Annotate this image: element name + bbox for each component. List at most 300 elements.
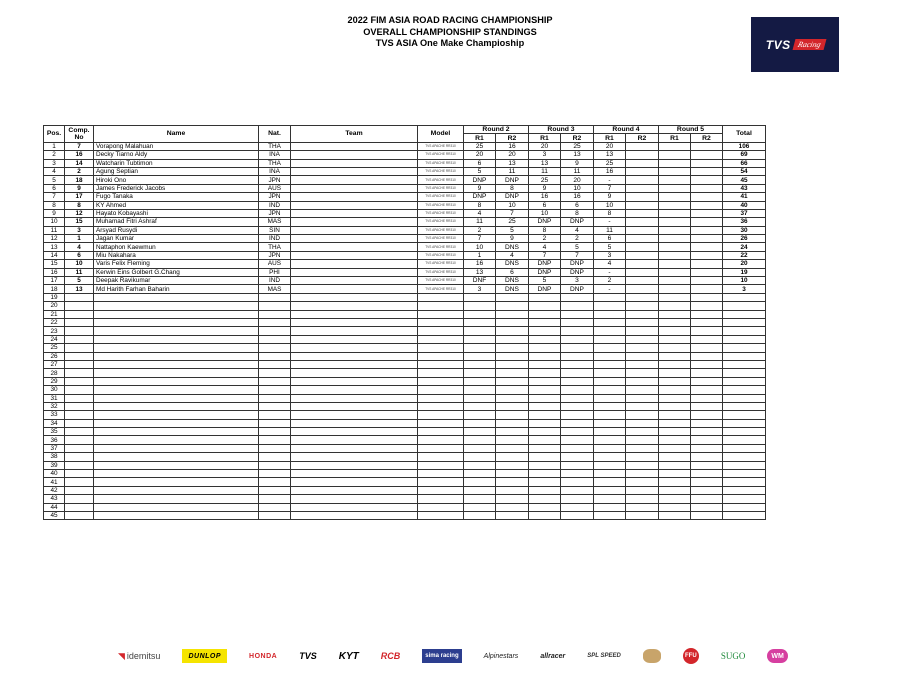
cell-name: Deepak Ravikumar [94, 277, 259, 285]
cell-round4-r1: 8 [594, 209, 626, 217]
cell-round2-r2 [496, 369, 529, 377]
cell-team [291, 486, 418, 494]
cell-round2-r1 [464, 495, 496, 503]
cell-round4-r1 [594, 293, 626, 301]
cell-round5-r1 [659, 461, 691, 469]
cell-round5-r1 [659, 226, 691, 234]
cell-name [94, 461, 259, 469]
header-round-4: Round 4 [594, 126, 659, 134]
cell-total [723, 302, 766, 310]
cell-round2-r1: 3 [464, 285, 496, 293]
cell-round2-r2: 4 [496, 251, 529, 259]
sponsor-label: DUNLOP [188, 652, 222, 660]
cell-round2-r1: 20 [464, 151, 496, 159]
sponsor-label: SUGO [720, 651, 746, 661]
table-row-empty [44, 495, 766, 503]
cell-comp-no [65, 386, 94, 394]
cell-round2-r2: DNP [496, 193, 529, 201]
cell-round3-r2 [561, 478, 594, 486]
cell-round4-r2 [626, 335, 659, 343]
cell-nat: MAS [259, 285, 291, 293]
cell-round2-r1: 1 [464, 251, 496, 259]
header-r4-r1: R1 [594, 134, 626, 142]
cell-total [723, 402, 766, 410]
cell-nat [259, 470, 291, 478]
cell-nat: INA [259, 151, 291, 159]
table-row-empty [44, 394, 766, 402]
header-r5-r1: R1 [659, 134, 691, 142]
cell-round5-r2 [691, 386, 723, 394]
cell-pos: 15 [44, 260, 65, 268]
cell-round5-r2 [691, 461, 723, 469]
cell-round5-r1 [659, 436, 691, 444]
cell-round5-r2 [691, 243, 723, 251]
cell-round4-r2 [626, 478, 659, 486]
cell-round3-r2 [561, 511, 594, 519]
cell-pos: 4 [44, 167, 65, 175]
cell-round2-r2 [496, 486, 529, 494]
cell-round2-r1: 7 [464, 235, 496, 243]
cell-comp-no: 11 [65, 268, 94, 276]
table-row-empty [44, 369, 766, 377]
cell-round3-r2: 5 [561, 243, 594, 251]
cell-model: TVS APACHE RR310 [418, 243, 464, 251]
cell-round4-r2 [626, 226, 659, 234]
header-r4-r2: R2 [626, 134, 659, 142]
cell-team [291, 159, 418, 167]
cell-nat [259, 377, 291, 385]
cell-team [291, 142, 418, 150]
cell-round2-r2 [496, 377, 529, 385]
cell-pos: 39 [44, 461, 65, 469]
cell-name [94, 344, 259, 352]
table-row-empty [44, 444, 766, 452]
cell-comp-no [65, 411, 94, 419]
cell-pos: 20 [44, 302, 65, 310]
cell-total [723, 461, 766, 469]
table-row-empty [44, 327, 766, 335]
sponsor-label: KYT [338, 650, 359, 662]
cell-round5-r1 [659, 511, 691, 519]
sponsor-logo-dunlop [182, 649, 227, 663]
cell-team [291, 344, 418, 352]
cell-round4-r1: 13 [594, 151, 626, 159]
cell-team [291, 394, 418, 402]
cell-team [291, 478, 418, 486]
cell-total: 54 [723, 167, 766, 175]
cell-round3-r1 [529, 419, 561, 427]
cell-round3-r2 [561, 461, 594, 469]
cell-total [723, 335, 766, 343]
cell-nat: JPN [259, 251, 291, 259]
cell-round3-r1: 5 [529, 277, 561, 285]
cell-team [291, 453, 418, 461]
cell-round5-r1 [659, 218, 691, 226]
cell-model [418, 369, 464, 377]
cell-round5-r1 [659, 419, 691, 427]
table-row [44, 209, 766, 217]
sponsor-logo-rcb [381, 649, 401, 663]
cell-total [723, 495, 766, 503]
cell-team [291, 277, 418, 285]
cell-team [291, 268, 418, 276]
cell-model [418, 419, 464, 427]
cell-round3-r2: 3 [561, 277, 594, 285]
cell-round3-r2 [561, 293, 594, 301]
cell-round5-r1 [659, 201, 691, 209]
cell-total: 19 [723, 268, 766, 276]
table-row-empty [44, 511, 766, 519]
cell-comp-no: 10 [65, 260, 94, 268]
cell-total [723, 503, 766, 511]
cell-name: Fugo Tanaka [94, 193, 259, 201]
cell-round4-r2 [626, 184, 659, 192]
cell-name: Vorapong Malahuan [94, 142, 259, 150]
cell-round3-r2: 25 [561, 142, 594, 150]
cell-model: TVS APACHE RR310 [418, 167, 464, 175]
cell-nat: THA [259, 159, 291, 167]
table-row [44, 226, 766, 234]
cell-round3-r2: DNP [561, 260, 594, 268]
cell-comp-no [65, 486, 94, 494]
cell-name: Jagan Kumar [94, 235, 259, 243]
cell-round3-r2 [561, 377, 594, 385]
cell-total: 3 [723, 285, 766, 293]
cell-round2-r2: 9 [496, 235, 529, 243]
cell-model [418, 503, 464, 511]
cell-model [418, 453, 464, 461]
cell-pos: 3 [44, 159, 65, 167]
cell-round2-r2 [496, 344, 529, 352]
cell-round3-r1: 13 [529, 159, 561, 167]
cell-total [723, 369, 766, 377]
cell-pos: 16 [44, 268, 65, 276]
cell-total [723, 386, 766, 394]
cell-round2-r2 [496, 419, 529, 427]
cell-comp-no [65, 511, 94, 519]
cell-round4-r2 [626, 201, 659, 209]
cell-round4-r1 [594, 478, 626, 486]
cell-total: 36 [723, 218, 766, 226]
cell-name [94, 503, 259, 511]
cell-round4-r1 [594, 310, 626, 318]
header-total: Total [723, 126, 766, 143]
table-body [44, 142, 766, 520]
table-row [44, 243, 766, 251]
table-row-empty [44, 478, 766, 486]
cell-nat: IND [259, 235, 291, 243]
cell-nat: THA [259, 142, 291, 150]
cell-round3-r2: 11 [561, 167, 594, 175]
table-row-empty [44, 360, 766, 368]
cell-comp-no: 6 [65, 251, 94, 259]
cell-round4-r1 [594, 411, 626, 419]
cell-round4-r1: 2 [594, 277, 626, 285]
cell-round4-r1 [594, 495, 626, 503]
cell-round2-r2 [496, 327, 529, 335]
cell-pos: 26 [44, 352, 65, 360]
cell-round5-r1 [659, 360, 691, 368]
cell-round2-r1 [464, 377, 496, 385]
cell-pos: 5 [44, 176, 65, 184]
sponsor-label: HONDA [249, 652, 278, 660]
cell-total: 22 [723, 251, 766, 259]
cell-comp-no [65, 428, 94, 436]
cell-round4-r2 [626, 251, 659, 259]
cell-round3-r1 [529, 302, 561, 310]
table-row [44, 251, 766, 259]
cell-model: TVS APACHE RR310 [418, 226, 464, 234]
cell-round3-r2 [561, 444, 594, 452]
table-row-empty [44, 344, 766, 352]
cell-round4-r2 [626, 470, 659, 478]
cell-comp-no [65, 436, 94, 444]
cell-total: 43 [723, 184, 766, 192]
cell-comp-no: 16 [65, 151, 94, 159]
cell-round3-r1 [529, 470, 561, 478]
cell-round2-r2 [496, 411, 529, 419]
cell-team [291, 285, 418, 293]
cell-round2-r2 [496, 335, 529, 343]
cell-pos: 18 [44, 285, 65, 293]
cell-total [723, 486, 766, 494]
cell-round3-r1 [529, 318, 561, 326]
cell-round4-r1 [594, 486, 626, 494]
cell-round4-r1 [594, 335, 626, 343]
cell-round2-r2 [496, 428, 529, 436]
cell-round3-r2: 6 [561, 201, 594, 209]
cell-team [291, 470, 418, 478]
cell-round5-r2 [691, 444, 723, 452]
cell-team [291, 184, 418, 192]
cell-total [723, 318, 766, 326]
cell-comp-no [65, 444, 94, 452]
cell-round4-r2 [626, 277, 659, 285]
table-row [44, 285, 766, 293]
cell-round3-r2 [561, 419, 594, 427]
cell-name: James Frederick Jacobs [94, 184, 259, 192]
cell-comp-no [65, 461, 94, 469]
cell-name: Arsyad Rusydi [94, 226, 259, 234]
cell-round2-r2: 11 [496, 167, 529, 175]
sponsor-logo-sugo [721, 649, 746, 663]
cell-nat [259, 461, 291, 469]
cell-comp-no: 4 [65, 243, 94, 251]
cell-round2-r1 [464, 461, 496, 469]
cell-team [291, 251, 418, 259]
cell-pos: 6 [44, 184, 65, 192]
cell-round3-r2 [561, 470, 594, 478]
cell-nat [259, 352, 291, 360]
cell-round2-r2 [496, 495, 529, 503]
cell-round5-r2 [691, 411, 723, 419]
cell-model: TVS APACHE RR310 [418, 193, 464, 201]
sponsor-logo-allracer [540, 649, 565, 663]
cell-round4-r2 [626, 511, 659, 519]
table-row-empty [44, 436, 766, 444]
cell-round4-r2 [626, 302, 659, 310]
cell-round2-r2: 20 [496, 151, 529, 159]
cell-name [94, 486, 259, 494]
cell-name [94, 360, 259, 368]
cell-round2-r1 [464, 511, 496, 519]
cell-nat: THA [259, 243, 291, 251]
cell-round5-r1 [659, 159, 691, 167]
sponsor-label: FFU [685, 653, 697, 659]
table-row [44, 142, 766, 150]
cell-name [94, 511, 259, 519]
cell-round5-r2 [691, 470, 723, 478]
cell-round3-r1 [529, 503, 561, 511]
cell-team [291, 327, 418, 335]
cell-round5-r2 [691, 503, 723, 511]
cell-model [418, 461, 464, 469]
cell-round2-r2: DNS [496, 260, 529, 268]
cell-model: TVS APACHE RR310 [418, 235, 464, 243]
cell-model [418, 411, 464, 419]
cell-round2-r2 [496, 461, 529, 469]
cell-round5-r1 [659, 470, 691, 478]
cell-round4-r1: 3 [594, 251, 626, 259]
cell-team [291, 335, 418, 343]
cell-round3-r2 [561, 360, 594, 368]
cell-team [291, 495, 418, 503]
cell-pos: 21 [44, 310, 65, 318]
cell-round5-r1 [659, 318, 691, 326]
cell-comp-no: 3 [65, 226, 94, 234]
table-row-empty [44, 470, 766, 478]
cell-comp-no: 9 [65, 184, 94, 192]
cell-round3-r1: 20 [529, 142, 561, 150]
table-row-empty [44, 486, 766, 494]
cell-round2-r2 [496, 470, 529, 478]
cell-round5-r2 [691, 394, 723, 402]
sponsor-logo-kyt [339, 649, 359, 663]
cell-model: TVS APACHE RR310 [418, 151, 464, 159]
cell-pos: 14 [44, 251, 65, 259]
cell-name [94, 327, 259, 335]
cell-round5-r2 [691, 478, 723, 486]
table-row [44, 176, 766, 184]
cell-round3-r1: 16 [529, 193, 561, 201]
cell-round4-r2 [626, 260, 659, 268]
cell-model [418, 478, 464, 486]
cell-pos: 44 [44, 503, 65, 511]
cell-round2-r1 [464, 369, 496, 377]
cell-total [723, 470, 766, 478]
cell-name [94, 302, 259, 310]
table-row-empty [44, 318, 766, 326]
cell-name [94, 419, 259, 427]
cell-round4-r2 [626, 151, 659, 159]
cell-round2-r1 [464, 470, 496, 478]
cell-name [94, 428, 259, 436]
cell-name [94, 386, 259, 394]
cell-round4-r2 [626, 142, 659, 150]
cell-round5-r1 [659, 377, 691, 385]
cell-name: Kerwin Eins Golbert G.Chang [94, 268, 259, 276]
cell-round5-r2 [691, 402, 723, 410]
cell-pos: 30 [44, 386, 65, 394]
cell-model: TVS APACHE RR310 [418, 268, 464, 276]
cell-model [418, 335, 464, 343]
cell-round5-r1 [659, 444, 691, 452]
cell-round2-r1: 25 [464, 142, 496, 150]
sponsor-label: idemitsu [126, 651, 161, 661]
logo-brand: TVS [765, 37, 791, 52]
cell-round3-r1 [529, 486, 561, 494]
cell-round4-r2 [626, 193, 659, 201]
table-row [44, 193, 766, 201]
cell-team [291, 201, 418, 209]
title-championship: 2022 FIM ASIA ROAD RACING CHAMPIONSHIP [347, 15, 553, 25]
cell-round4-r1 [594, 386, 626, 394]
cell-round3-r2: DNP [561, 285, 594, 293]
cell-round3-r1 [529, 428, 561, 436]
sponsor-label: Alpinestars [483, 652, 519, 660]
cell-team [291, 503, 418, 511]
cell-round4-r2 [626, 310, 659, 318]
table-row [44, 159, 766, 167]
cell-total [723, 411, 766, 419]
table-row [44, 277, 766, 285]
cell-total: 66 [723, 159, 766, 167]
cell-round2-r1 [464, 344, 496, 352]
sponsor-logo-alpinestars [484, 649, 519, 663]
cell-round5-r2 [691, 159, 723, 167]
cell-total [723, 394, 766, 402]
cell-round4-r1 [594, 461, 626, 469]
cell-round2-r1: 8 [464, 201, 496, 209]
header-model: Model [418, 126, 464, 143]
cell-round4-r1: - [594, 268, 626, 276]
cell-round5-r2 [691, 495, 723, 503]
cell-round4-r2 [626, 243, 659, 251]
cell-model [418, 302, 464, 310]
cell-round3-r2 [561, 411, 594, 419]
cell-round2-r2 [496, 453, 529, 461]
cell-round2-r1: 10 [464, 243, 496, 251]
cell-round5-r2 [691, 302, 723, 310]
cell-round4-r2 [626, 327, 659, 335]
cell-round4-r1: - [594, 218, 626, 226]
cell-round2-r1 [464, 360, 496, 368]
cell-round3-r2 [561, 453, 594, 461]
cell-comp-no [65, 503, 94, 511]
cell-round3-r2: 10 [561, 184, 594, 192]
cell-round2-r1 [464, 352, 496, 360]
table-row-empty [44, 293, 766, 301]
cell-name [94, 478, 259, 486]
cell-pos: 33 [44, 411, 65, 419]
cell-name [94, 310, 259, 318]
cell-round4-r1: 10 [594, 201, 626, 209]
cell-name [94, 444, 259, 452]
cell-pos: 11 [44, 226, 65, 234]
cell-round4-r2 [626, 369, 659, 377]
cell-comp-no: 8 [65, 201, 94, 209]
tvs-racing-logo [751, 17, 839, 72]
cell-model [418, 327, 464, 335]
cell-nat: JPN [259, 176, 291, 184]
cell-comp-no [65, 394, 94, 402]
cell-round2-r2: DNS [496, 243, 529, 251]
cell-nat: MAS [259, 218, 291, 226]
cell-round3-r1: DNP [529, 218, 561, 226]
sponsor-logo-idemitsu [118, 649, 160, 663]
cell-comp-no [65, 495, 94, 503]
cell-model [418, 470, 464, 478]
